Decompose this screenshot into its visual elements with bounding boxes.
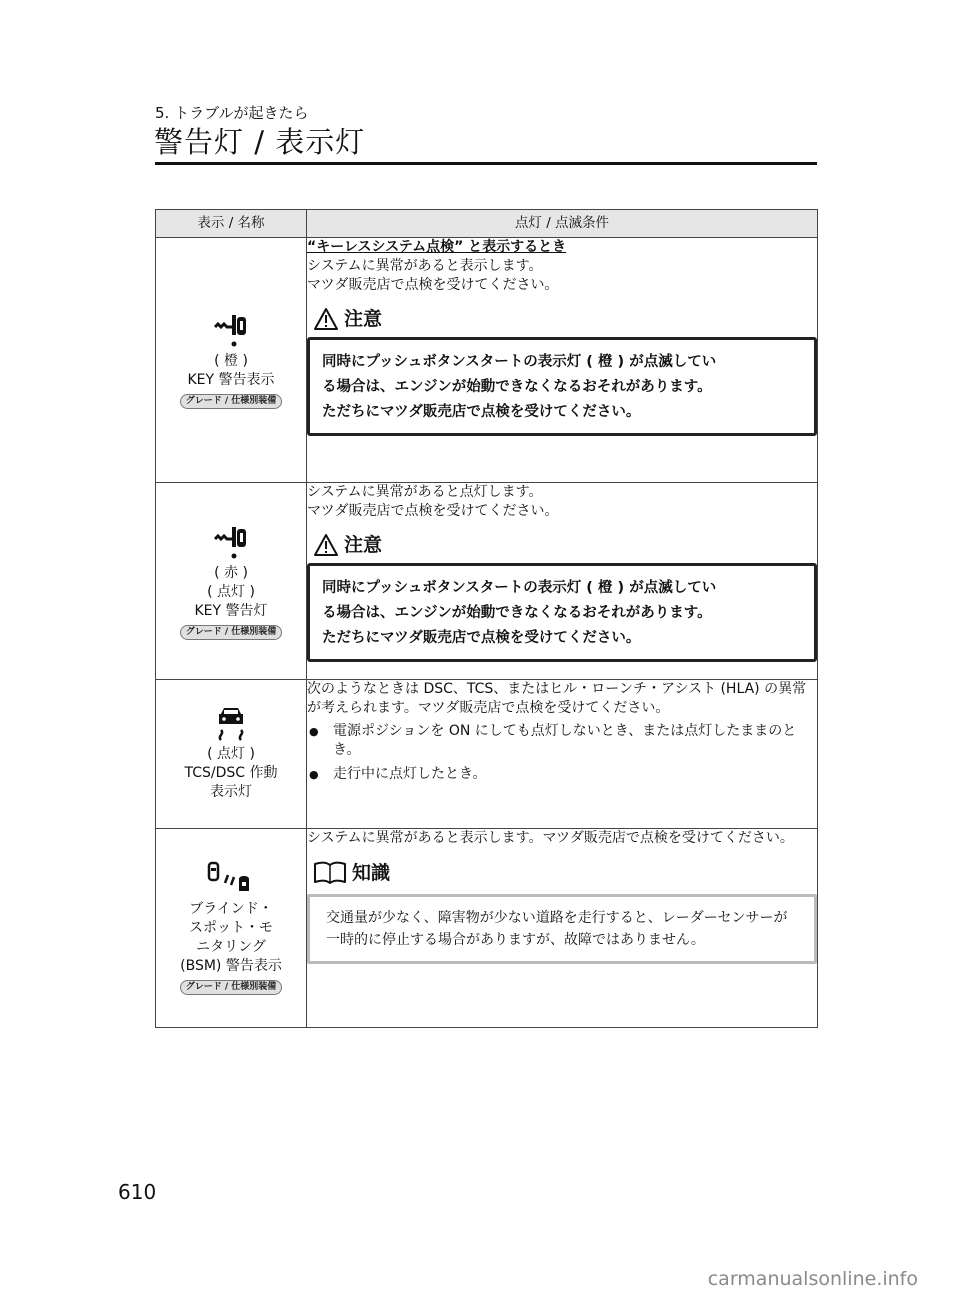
knowledge-title — [313, 860, 817, 886]
name-line: ( 赤 ) — [214, 564, 248, 581]
name-cell — [156, 483, 307, 680]
list-item: ● 電源ポジションを ON にしても点灯しないとき、または点灯したままのとき。 — [307, 722, 817, 760]
name-line: ニタリング — [196, 939, 266, 955]
caution-line: 同時にプッシュボタンスタートの表示灯 ( 橙 ) が点滅してい — [322, 354, 717, 370]
table-row — [156, 483, 818, 680]
condition-text: マツダ販売店で点検を受けてください。 — [307, 277, 559, 293]
name-line: ブラインド・ — [189, 901, 273, 917]
caution-line: ただちにマツダ販売店で点検を受けてください。 — [322, 630, 641, 646]
title-rule — [155, 162, 817, 165]
table-row — [156, 680, 818, 829]
page-title: 警告灯 / 表示灯 — [154, 125, 366, 159]
caution-label: 注意 — [344, 307, 383, 330]
table-header-row — [156, 210, 818, 238]
watermark: carmanualsonline.info — [707, 1268, 918, 1290]
condition-list — [307, 722, 817, 784]
blind-spot-icon — [205, 861, 257, 897]
warning-triangle-icon — [313, 533, 339, 557]
name-line: ( 点灯 ) — [207, 583, 255, 600]
condition-cell — [307, 829, 818, 1028]
page-number: 610 — [118, 1180, 157, 1204]
grade-badge: グレード / 仕様別装備 — [180, 980, 283, 995]
condition-text: システムに異常があると表示します。マツダ販売店で点検を受けてください。 — [307, 830, 794, 846]
condition-cell — [307, 483, 818, 680]
name-cell — [156, 238, 307, 483]
caution-box — [307, 563, 817, 662]
caution-line: ただちにマツダ販売店で点検を受けてください。 — [322, 404, 641, 420]
warning-triangle-icon — [313, 307, 339, 331]
table-row — [156, 829, 818, 1028]
book-icon — [313, 860, 347, 886]
name-line: TCS/DSC 作動 — [184, 765, 278, 781]
condition-cell — [307, 680, 818, 829]
table-row — [156, 238, 818, 483]
name-line: 表示灯 — [210, 784, 252, 800]
caution-line: る場合は、エンジンが始動できなくなるおそれがあります。 — [322, 605, 712, 621]
list-item: ● 走行中に点灯したとき。 — [307, 765, 817, 784]
name-line: KEY 警告灯 — [194, 602, 268, 619]
condition-heading: “キーレスシステム点検” と表示するとき — [307, 239, 567, 255]
skidding-car-icon — [215, 706, 247, 742]
condition-text: システムに異常があると点灯します。 — [307, 484, 543, 500]
knowledge-box: 交通量が少なく、障害物が少ない道路を走行すると、レーダーセンサーが一時的に停止する場合がありますが、故障ではありません。 — [307, 894, 817, 964]
key-warning-icon — [213, 311, 249, 349]
caution-title — [313, 533, 817, 557]
caution-label: 注意 — [344, 533, 383, 556]
warning-light-table — [155, 209, 818, 1028]
column-header-condition: 点灯 / 点滅条件 — [307, 210, 818, 238]
caution-line: 同時にプッシュボタンスタートの表示灯 ( 橙 ) が点滅してい — [322, 580, 717, 596]
grade-badge: グレード / 仕様別装備 — [180, 625, 283, 640]
section-label: 5. トラブルが起きたら — [155, 104, 309, 122]
grade-badge: グレード / 仕様別装備 — [180, 394, 283, 409]
caution-title — [313, 307, 817, 331]
condition-text: 次のようなときは DSC、TCS、またはヒル・ローンチ・アシスト (HLA) の異常が考えられます。マツダ販売店で点検を受けてください。 — [307, 681, 807, 716]
key-warning-icon — [213, 523, 249, 561]
caution-line: る場合は、エンジンが始動できなくなるおそれがあります。 — [322, 379, 712, 395]
name-line: (BSM) 警告表示 — [180, 958, 282, 974]
caution-box — [307, 337, 817, 436]
name-line: KEY 警告表示 — [187, 372, 275, 388]
name-line: ( 橙 ) — [214, 353, 248, 369]
name-line: ( 点灯 ) — [207, 746, 255, 762]
condition-text: システムに異常があると表示します。 — [307, 258, 543, 274]
condition-text: マツダ販売店で点検を受けてください。 — [307, 503, 559, 519]
column-header-name: 表示 / 名称 — [156, 210, 307, 238]
condition-cell — [307, 238, 818, 483]
name-cell — [156, 829, 307, 1028]
name-cell — [156, 680, 307, 829]
name-line: スポット・モ — [189, 920, 273, 936]
knowledge-label: 知識 — [352, 861, 391, 884]
